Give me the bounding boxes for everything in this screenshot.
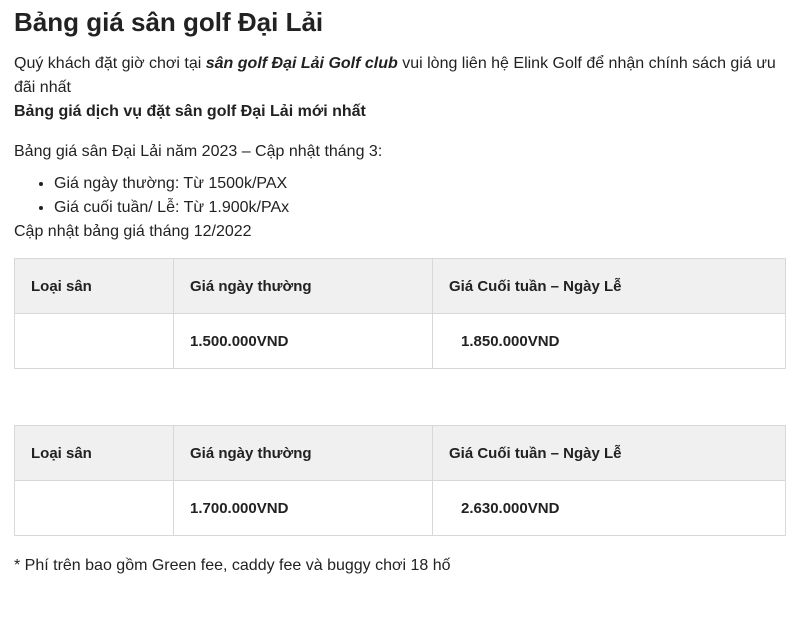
table-cell-weekend-price: 1.850.000VND — [433, 314, 786, 369]
table-cell-course-type — [15, 314, 174, 369]
list-item-weekday-price: • Giá ngày thường: Từ 1500k/PAX — [54, 172, 786, 196]
table-cell-weekday-price: 1.700.000VND — [174, 481, 433, 536]
page-title: Bảng giá sân golf Đại Lải — [14, 7, 324, 37]
intro-paragraph — [14, 52, 786, 100]
table-cell-weekday-price: 1.500.000VND — [174, 314, 433, 369]
list-item-weekend-price: • Giá cuối tuần/ Lễ: Từ 1.900k/PAx — [54, 196, 786, 220]
table-cell-weekend-price: 2.630.000VND — [433, 481, 786, 536]
intro-bold-link-text: sân golf Đại Lải Golf club — [205, 55, 398, 72]
price-bullet-list — [14, 172, 786, 220]
table-header-cell-course-type: Loại sân — [15, 259, 174, 314]
table-header-row — [15, 426, 786, 481]
table-header-cell-weekday: Giá ngày thường — [174, 259, 433, 314]
update-heading: Cập nhật bảng giá tháng 12/2022 — [14, 223, 252, 240]
table-row — [15, 481, 786, 536]
table-header-cell-weekend: Giá Cuối tuần – Ngày Lễ — [433, 426, 786, 481]
subtitle: Bảng giá dịch vụ đặt sân golf Đại Lải mới nhất — [14, 103, 366, 120]
table-header-row — [15, 259, 786, 314]
intro-suffix: vui lòng liên hệ Elink Golf để nhận chính sách giá ưu đãi nhất — [14, 55, 776, 96]
table-cell-course-type — [15, 481, 174, 536]
price-2023-heading: Bảng giá sân Đại Lải năm 2023 – Cập nhật tháng 3: — [14, 143, 383, 160]
price-table-2 — [14, 425, 786, 536]
fee-note: * Phí trên bao gồm Green fee, caddy fee và buggy chơi 18 hố — [14, 557, 451, 574]
table-header-cell-weekday: Giá ngày thường — [174, 426, 433, 481]
price-table-1 — [14, 258, 786, 369]
intro-prefix: Quý khách đặt giờ chơi tại — [14, 55, 206, 72]
table-header-cell-course-type: Loại sân — [15, 426, 174, 481]
table-header-cell-weekend: Giá Cuối tuần – Ngày Lễ — [433, 259, 786, 314]
table-row — [15, 314, 786, 369]
